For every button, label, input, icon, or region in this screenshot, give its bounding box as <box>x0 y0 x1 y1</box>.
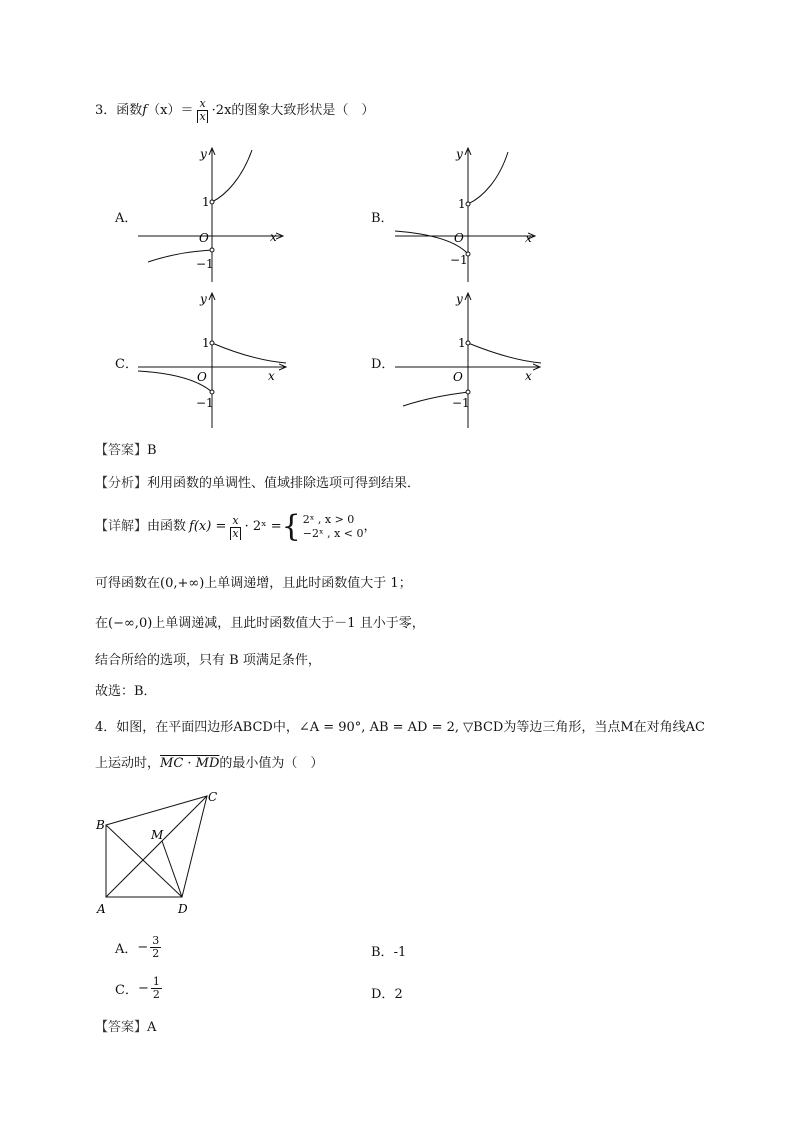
open-point-1 <box>466 202 470 206</box>
origin-label: O <box>454 231 464 245</box>
q3-option-d-graph <box>395 288 545 433</box>
q3-func: f <box>142 103 148 118</box>
q4-option-c: C． − $\frac{1}{2}$ <box>115 975 160 1001</box>
x-label: x <box>525 369 532 383</box>
q4-figure <box>92 785 227 920</box>
q3-fraction: $\frac{x}{x}$ <box>199 97 206 123</box>
q3-stem-post: 的图象大致形状是（ ） <box>231 103 375 118</box>
interval-negative: (−∞,0) <box>108 616 153 631</box>
answer-tag: 【答案】 <box>95 443 148 458</box>
open-point-1 <box>210 200 214 204</box>
q3-detail-line-1: 可得函数在(0,+∞)上单调递增，且此时函数值大于 1； <box>95 576 412 591</box>
point-a-label: A <box>97 902 106 916</box>
analysis-text: 利用函数的单调性、值域排除选项可得到结果． <box>147 476 421 491</box>
detail-tag: 【详解】 <box>95 519 148 534</box>
q3-stem-pre: 函数 <box>116 103 143 118</box>
q3-arg: （x）＝ <box>147 103 194 118</box>
q3-detail-line-3: 结合所给的选项，只有 B 项满足条件， <box>95 653 321 668</box>
open-point-1 <box>210 341 214 345</box>
q4-answer <box>95 1018 156 1038</box>
y-label: y <box>456 292 463 306</box>
q4-stem-line-1: 4．如图，在平面四边形ABCD中，∠A = 90°, AB = AD = 2, ▽BCD为等边三角形，当点M在对角线AC <box>95 720 705 735</box>
y-label: y <box>200 147 207 161</box>
neg-one-label: −1 <box>196 257 214 271</box>
analysis-tag: 【分析】 <box>95 476 148 491</box>
point-b-label: B <box>96 818 105 832</box>
point-m-label: M <box>151 828 164 842</box>
open-point-neg1 <box>210 390 214 394</box>
q3-option-c-label: C． <box>115 357 138 372</box>
x-label: x <box>270 230 277 244</box>
curve-right <box>212 343 286 363</box>
detail-func: f(x) = <box>189 519 227 534</box>
q3-analysis <box>95 474 420 494</box>
q3-detail-line-4: 故选：B． <box>95 684 157 699</box>
origin-label: O <box>453 370 463 384</box>
open-point-1 <box>466 341 470 345</box>
q3-stem <box>95 98 374 123</box>
q3-times: ·2x <box>211 103 232 118</box>
neg-one-label: −1 <box>450 253 468 267</box>
origin-label: O <box>197 370 207 384</box>
curve-right <box>468 343 541 363</box>
open-point-neg1 <box>210 248 214 252</box>
q3-option-a-label: A． <box>115 211 138 226</box>
piecewise: { 2ˣ , x > 0 −2ˣ , x < 0 <box>281 509 364 544</box>
q3-answer <box>95 441 157 461</box>
vector-product: MC · MD <box>160 756 220 771</box>
segment-md <box>162 841 182 897</box>
q4-option-d: D．2 <box>371 987 403 1002</box>
x-label: x <box>525 231 532 245</box>
q3-option-d-label: D． <box>371 357 395 372</box>
one-label: 1 <box>202 336 210 350</box>
case-2: −2ˣ , x < 0 <box>302 527 364 540</box>
case-1: 2ˣ , x > 0 <box>302 513 355 526</box>
neg-one-label: −1 <box>452 396 470 410</box>
diagonal-ac <box>106 796 207 897</box>
q3-detail-line-2: 在(−∞,0)上单调递减，且此时函数值大于－1 且小于零， <box>95 616 425 631</box>
case-end: ， <box>363 519 377 534</box>
interval-positive: (0,+∞) <box>160 576 205 591</box>
one-label: 1 <box>202 195 210 209</box>
q4-option-a: A． − $\frac{3}{2}$ <box>115 934 160 960</box>
y-label: y <box>456 147 463 161</box>
answer-value: B <box>147 443 157 458</box>
answer-tag: 【答案】 <box>95 1020 148 1035</box>
y-label: y <box>200 292 207 306</box>
detail-fraction: $\frac{x}{x}$ <box>232 513 239 540</box>
one-label: 1 <box>458 336 466 350</box>
point-c-label: C <box>208 790 218 804</box>
q3-option-c-graph <box>138 288 290 433</box>
neg-one-label: −1 <box>196 396 214 410</box>
q3-option-a-graph <box>138 140 288 285</box>
q3-option-b-label: B． <box>371 211 394 226</box>
q4-stem-line-2: 上运动时，MC · MD的最小值为（ ） <box>95 756 324 771</box>
origin-label: O <box>199 231 209 245</box>
curve-right <box>212 150 252 202</box>
q4-option-b: B．-1 <box>371 945 407 960</box>
q3-detail <box>95 509 377 544</box>
answer-value: A <box>147 1020 157 1035</box>
point-d-label: D <box>178 902 188 916</box>
detail-times: · 2ˣ = <box>244 519 282 534</box>
curve-right <box>468 152 508 204</box>
q3-option-b-graph <box>395 142 545 287</box>
q3-number: 3． <box>95 103 117 118</box>
open-point-neg1 <box>466 390 470 394</box>
one-label: 1 <box>458 197 466 211</box>
detail-pre: 由函数 <box>147 519 187 534</box>
x-label: x <box>268 369 275 383</box>
